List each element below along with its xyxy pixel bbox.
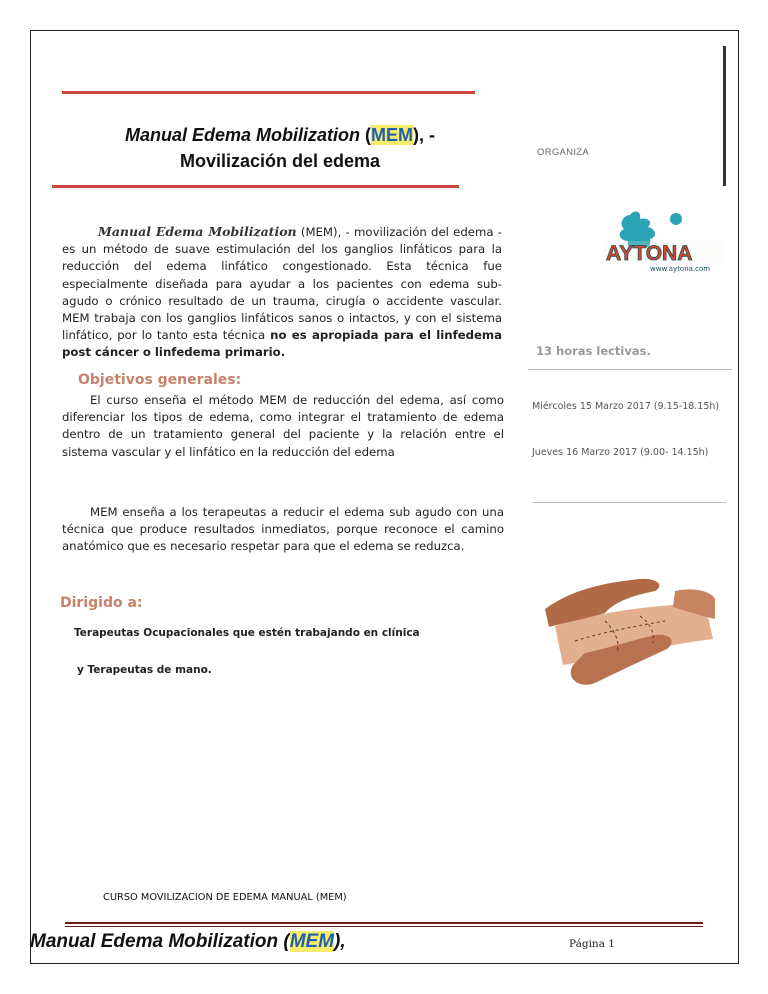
footer-rule-thick <box>65 922 703 924</box>
page-title: Manual Edema Mobilization (MEM), - <box>124 125 436 145</box>
title-rule-top <box>62 91 475 94</box>
title-rule-bottom <box>52 185 459 188</box>
footer-title: Manual Edema Mobilization (MEM), <box>30 931 346 952</box>
hours-box <box>528 338 732 370</box>
objetivos-paragraph: El curso enseña el método MEM de reducción del edema, así como diferenciar los tipos de edema, como integrar el tratamiento de edema dentro de un tratamiento general del paciente y la relación entre el sistema vascular y el linfático en la reducción del edema <box>62 393 504 459</box>
dirigido-heading: Dirigido a: <box>60 595 143 611</box>
margin-bar <box>723 46 726 186</box>
page-number: Página 1 <box>569 938 615 950</box>
hours-label: 13 horas lectivas. <box>536 344 651 358</box>
audience-line-1: Terapeutas Ocupacionales que estén trabajando en clínica <box>74 627 420 639</box>
hands-on-leg-photo <box>545 561 715 701</box>
aytona-logo <box>600 207 730 282</box>
logo-url: www.aytona.com <box>650 265 711 273</box>
footer-rule-thin <box>65 926 703 927</box>
date-line-2: Jueves 16 Marzo 2017 (9.00- 14.15h) <box>532 447 709 458</box>
mem-paragraph: MEM enseña a los terapeutas a reducir el edema sub agudo con una técnica que produce resultados inmediatos, porque reconoce el camino anatómico que es necesario respetar para que el edema se reduzca. <box>62 505 504 554</box>
sidebar-divider <box>533 502 726 503</box>
objetivos-heading: Objetivos generales: <box>78 372 242 388</box>
logo-brand: AYTONA <box>606 242 693 265</box>
page-subtitle: Movilización del edema <box>179 151 381 171</box>
intro-paragraph: Manual Edema Mobilization (MEM), - movilización del edema - es un método de suave estimulación del los ganglios linfáticos para la reducción del edema linfático congestionado. Esta técnica fue especialmente diseñada para ayudar a los pacientes con edema sub-agudo o crónico resultado de un trauma, cirugía o accidente vascular. MEM trabaja con los ganglios linfáticos sanos o intactos, y con el sistema linfático, por lo tanto esta técnica no es apropiada para el linfedema post cáncer o linfedema primario. <box>62 224 502 360</box>
audience-line-2: y Terapeutas de mano. <box>77 664 212 676</box>
course-footer-note: CURSO MOVILIZACION DE EDEMA MANUAL (MEM) <box>103 892 347 903</box>
date-line-1: Miércoles 15 Marzo 2017 (9.15-18.15h) <box>532 401 720 412</box>
organiza-label: ORGANIZA <box>537 147 590 158</box>
